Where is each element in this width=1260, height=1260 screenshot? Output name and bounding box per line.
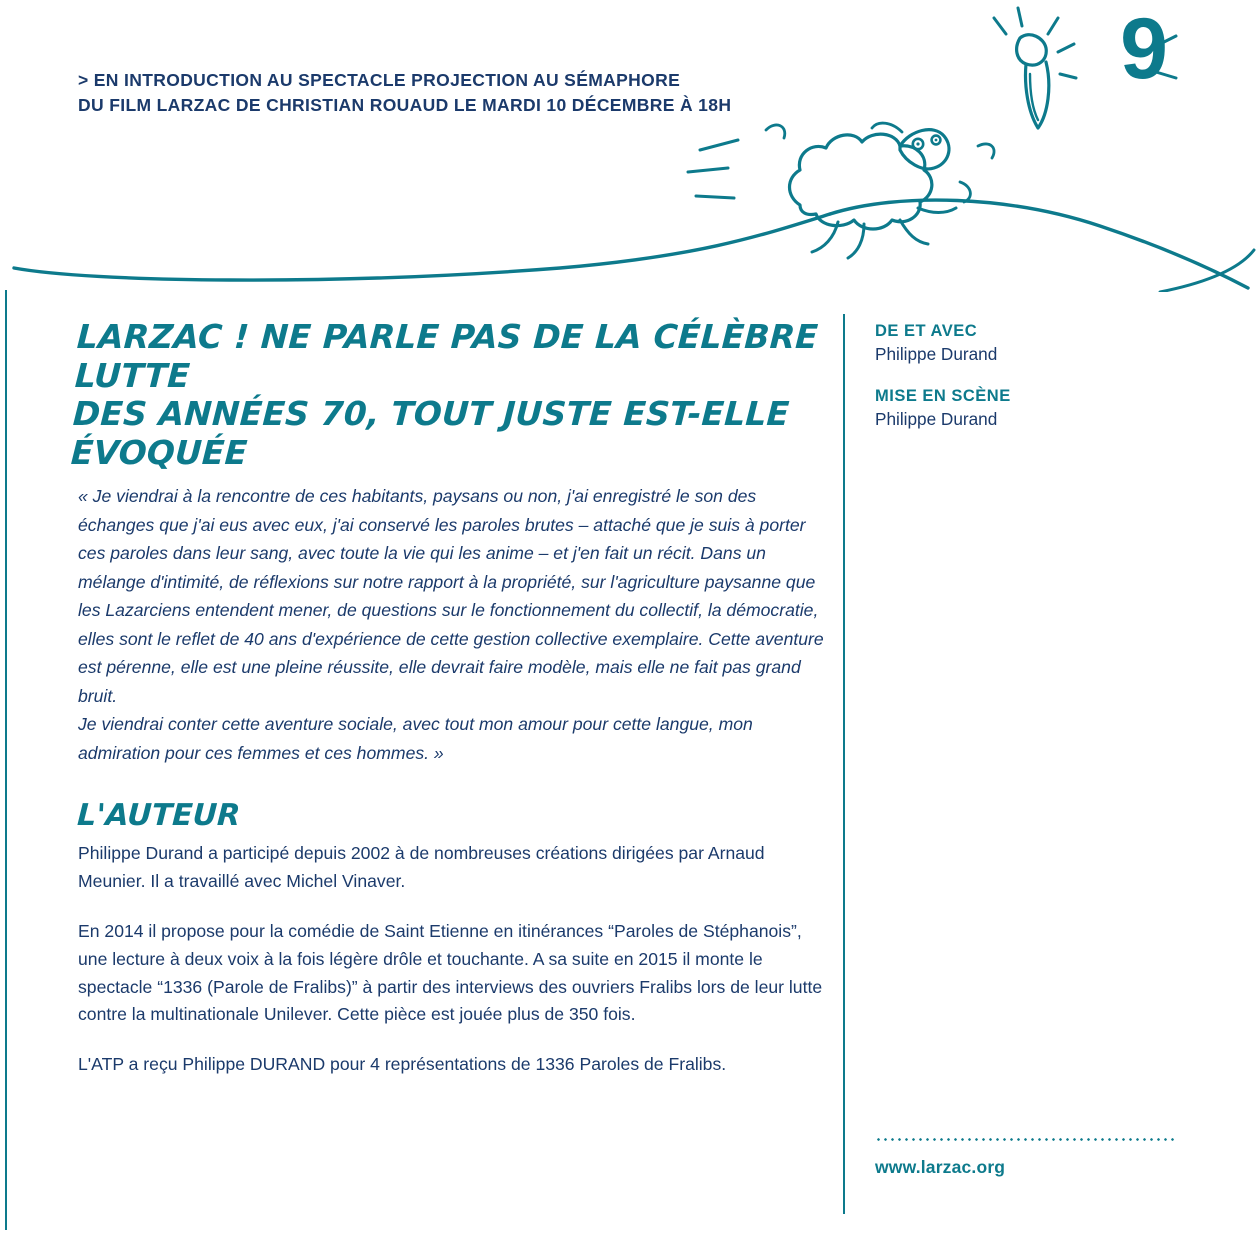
credit-label-de-et-avec: DE ET AVEC <box>875 322 978 340</box>
page-header <box>0 0 1260 290</box>
footer <box>875 1138 1185 1178</box>
header-illustration <box>0 0 1260 292</box>
quote-paragraph-1: « Je viendrai à la rencontre de ces habitants, paysans ou non, j'ai enregistré le son des échanges que j'ai eus avec eux, j'ai conservé les paroles brutes – attaché que je suis à porter ces paroles dans leur sang, avec toute la vie qui les anime – et j'en fait un récit. Dans un mélange d'intimité, de réflexions sur notre rapport à la propriété, sur l'agriculture paysanne que les Lazarciens entendent mener, de questions sur le fonctionnement du collectif, la démocratie, elles sont le reflet de 40 ans d'expérience de cette gestion collective exemplaire. Cette aventure est pérenne, elle est une pleine réussite, elle devrait faire modèle, mais elle ne fait pas grand bruit. <box>78 486 824 706</box>
quote-paragraph-2: Je viendrai conter cette aventure sociale, avec tout mon amour pour cette langue, mon admiration pour ces femmes et ces hommes. » <box>78 714 753 763</box>
column-divider <box>843 314 845 1214</box>
page-number: 9 <box>1120 1 1168 97</box>
intro-line-2: DU FILM LARZAC DE CHRISTIAN ROUAUD LE MARDI 10 DÉCEMBRE À 18H <box>78 95 732 116</box>
author-paragraph-1: Philippe Durand a participé depuis 2002 à de nombreuses créations dirigées par Arnaud Meunier. Il a travaillé avec Michel Vinaver. <box>78 843 765 892</box>
footer-dotted-rule <box>875 1138 1177 1141</box>
intro-heading <box>78 68 838 119</box>
author-quote <box>78 482 826 767</box>
credit-label-mise-en-scene: MISE EN SCÈNE <box>875 387 1011 405</box>
main-content <box>0 300 1260 1260</box>
page-title-line-1: LARZAC ! NE PARLE PAS DE LA CÉLÈBRE LUTTE <box>73 317 820 395</box>
author-bio <box>78 840 826 1079</box>
credit-value-mise-en-scene: Philippe Durand <box>875 409 998 429</box>
left-column <box>69 317 826 1079</box>
section-title-author: L'AUTEUR <box>76 798 242 834</box>
credit-value-de-et-avec: Philippe Durand <box>875 344 998 364</box>
page-title-line-2: DES ANNÉES 70, TOUT JUSTE EST-ELLE ÉVOQUÉE <box>69 394 791 472</box>
author-paragraph-2: En 2014 il propose pour la comédie de Saint Etienne en itinérances “Paroles de Stéphanois”, une lecture à deux voix à la fois légère drôle et touchante. A sa suite en 2015 il monte le spectacle “1336 (Parole de Fralibs)” à partir des interviews des ouvriers Fralibs lors de leur lutte contre la multinationale Unilever. Cette pièce est jouée plus de 350 fois. <box>78 921 823 1025</box>
intro-line-1: > EN INTRODUCTION AU SPECTACLE PROJECTION AU SÉMAPHORE <box>78 70 681 90</box>
author-paragraph-3: L'ATP a reçu Philippe DURAND pour 4 représentations de 1336 Paroles de Fralibs. <box>78 1054 727 1075</box>
credits-column <box>875 322 1195 452</box>
website-link[interactable]: www.larzac.org <box>875 1157 1006 1177</box>
page-title <box>70 318 826 472</box>
